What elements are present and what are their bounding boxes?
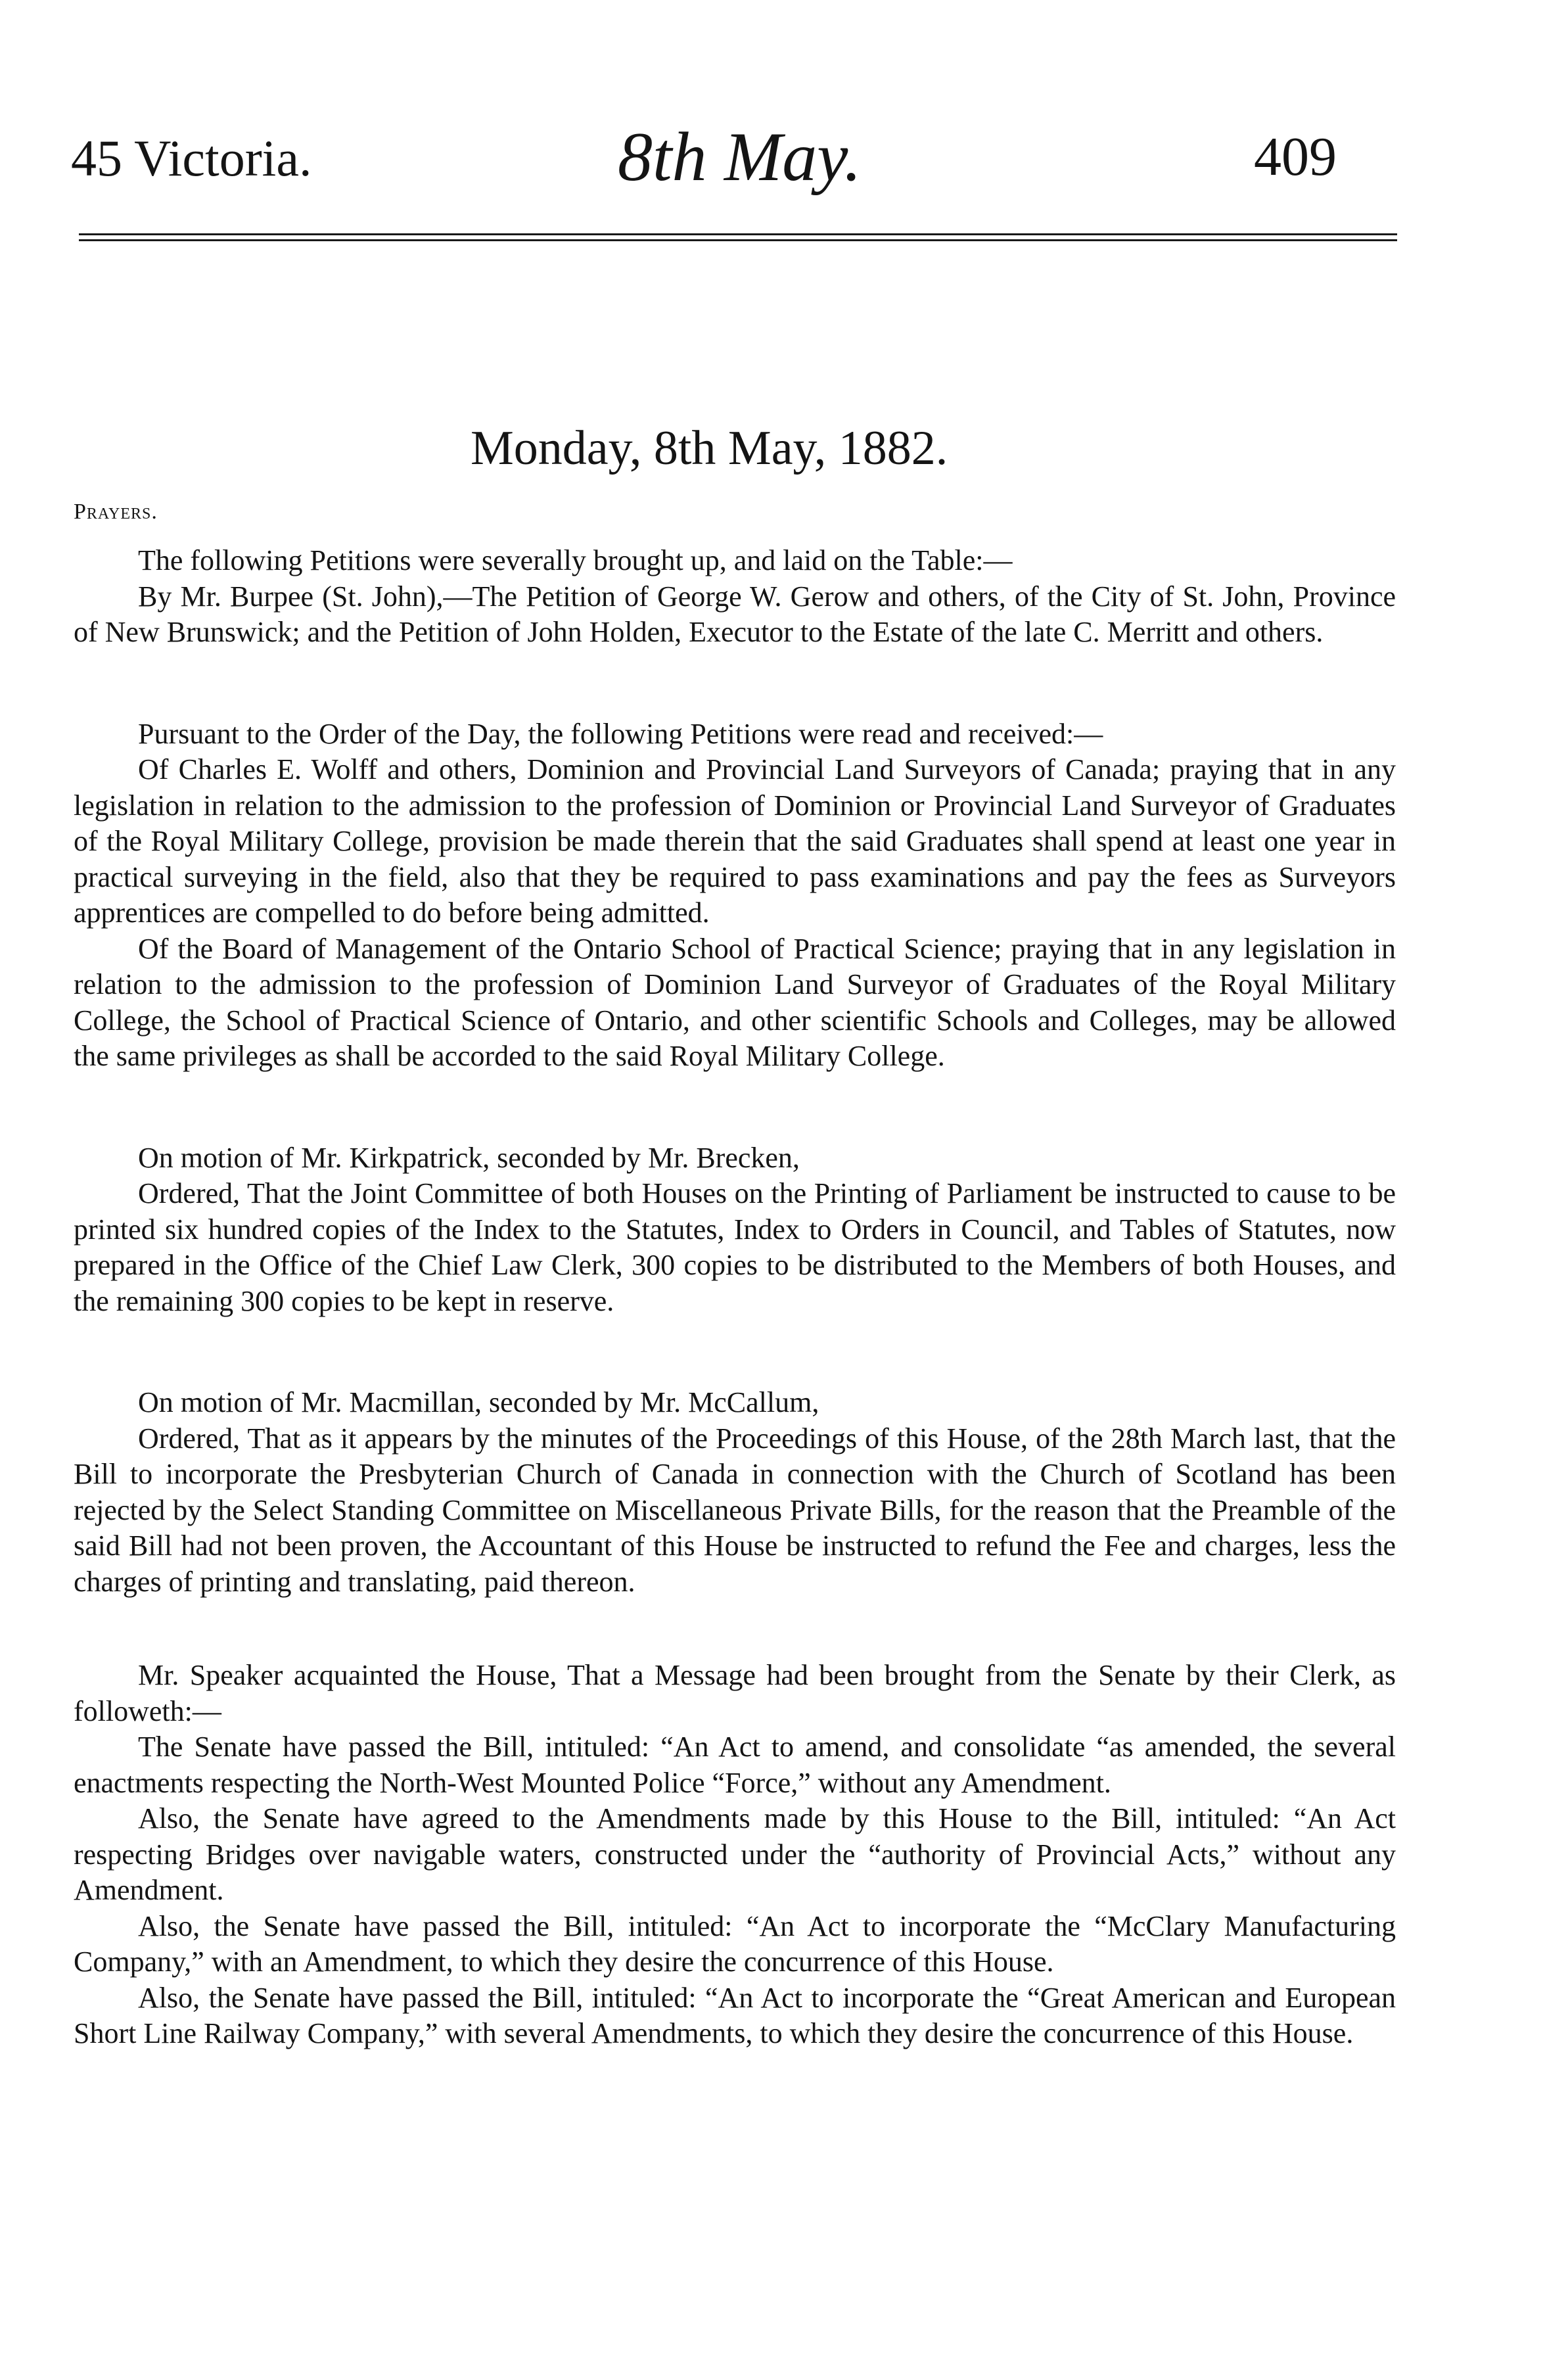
margin-note-prayers: Prayers. (74, 500, 158, 524)
section-petitions-received (74, 716, 1396, 1075)
section-printing-order (74, 1140, 1396, 1320)
paragraph: Also, the Senate have passed the Bill, intituled: “An Act to incorporate the “McClary Manufacturing Company,” with an Amendment, to which they desire the concurrence of this House. (74, 1909, 1396, 1978)
paragraph: Also, the Senate have agreed to the Amendments made by this House to the Bill, intituled: “An Act respecting Bridges over navigable waters, constructed under the “authority of Provincial Acts,” without any Amendment. (74, 1802, 1396, 1906)
header-rule-top (79, 233, 1397, 235)
section-petitions-brought-up (74, 543, 1396, 651)
section-senate-message (74, 1658, 1396, 2052)
paragraph: On motion of Mr. Macmillan, seconded by Mr. McCallum, (138, 1386, 819, 1418)
paragraph: Of the Board of Management of the Ontario School of Practical Science; praying that in any legislation in relation to the admission to the profession of Dominion Land Surveyor of Graduates of the Royal Military College, the School of Practical Science of Ontario, and other scientific Schools and Colleges, may be allowed the same privileges as shall be accorded to the said Royal Military College. (74, 932, 1396, 1072)
paragraph: The following Petitions were severally brought up, and laid on the Table:— (138, 544, 1013, 576)
paragraph: Ordered, That the Joint Committee of both Houses on the Printing of Parliament be instructed to cause to be printed six hundred copies of the Index to the Statutes, Index to Orders in Council, and Tables of Statutes, now prepared in the Office of the Chief Law Clerk, 300 copies to be distributed to the Members of both Houses, and the remaining 300 copies to be kept in reserve. (74, 1177, 1396, 1317)
paragraph: By Mr. Burpee (St. John),—The Petition of George W. Gerow and others, of the City of St. John, Province of New Brunswick; and the Petition of John Holden, Executor to the Estate of the late C. Merritt and others. (74, 580, 1396, 648)
paragraph: Mr. Speaker acquainted the House, That a Message had been brought from the Senate by their Clerk, as followeth:— (74, 1659, 1396, 1727)
section-gap (74, 651, 1396, 716)
section-gap (74, 1075, 1396, 1140)
journal-body (74, 543, 1396, 2052)
section-fee-refund-order (74, 1385, 1396, 1600)
section-gap (74, 1319, 1396, 1385)
page-date-heading: 8th May. (618, 118, 862, 195)
header-rule-bottom (79, 239, 1397, 241)
paragraph: The Senate have passed the Bill, intituled: “An Act to amend, and consolidate “as amended, the several enactments respecting the North-West Mounted Police “Force,” without any Amendment. (74, 1731, 1396, 1799)
section-gap (74, 1600, 1396, 1658)
paragraph: Also, the Senate have passed the Bill, intituled: “An Act to incorporate the “Great American and European Short Line Railway Company,” with several Amendments, to which they desire the concurrence of this House. (74, 1981, 1396, 2049)
paragraph: Ordered, That as it appears by the minutes of the Proceedings of this House, of the 28th March last, that the Bill to incorporate the Presbyterian Church of Canada in connection with the Church of Scotland has been rejected by the Select Standing Committee on Miscellaneous Private Bills, for the reason that the Preamble of the said Bill had not been proven, the Accountant of this House be instructed to refund the Fee and charges, less the charges of printing and translating, paid thereon. (74, 1422, 1396, 1598)
session-label: 45 Victoria. (71, 129, 312, 187)
paragraph: Of Charles E. Wolff and others, Dominion and Provincial Land Surveyors of Canada; praying that in any legislation in relation to the admission to the profession of Dominion or Provincial Land Surveyor of Graduates of the Royal Military College, provision be made therein that the said Graduates shall spend at least one year in practical surveying in the field, also that they be required to pass examinations and pay the fees as Surveyors apprentices are compelled to do before being admitted. (74, 753, 1396, 929)
paragraph: On motion of Mr. Kirkpatrick, seconded by Mr. Brecken, (138, 1141, 800, 1174)
sitting-date: Monday, 8th May, 1882. (471, 421, 948, 475)
page-number: 409 (1254, 126, 1337, 187)
paragraph: Pursuant to the Order of the Day, the following Petitions were read and received:— (138, 717, 1103, 750)
running-head (0, 0, 1568, 237)
